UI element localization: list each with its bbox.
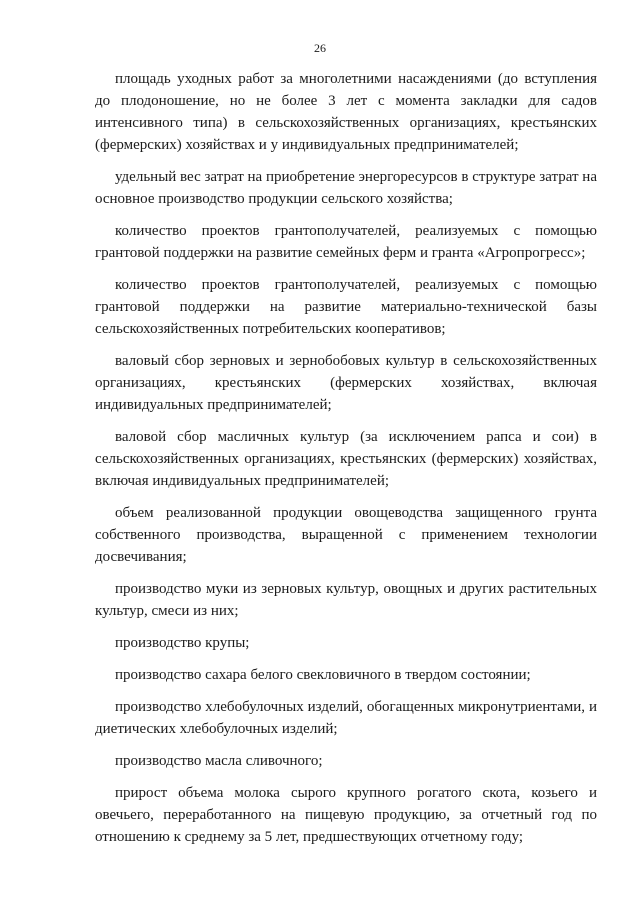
document-body <box>95 68 597 858</box>
paragraph: объем реализованной продукции овощеводства защищенного грунта собственного производства, выращенной с применением технологии досвечивания; <box>95 505 597 565</box>
paragraph: валовый сбор зерновых и зернобобовых культур в сельскохозяйственных организациях, крестьянских (фермерских хозяйствах, включая индивидуальных предпринимателей; <box>95 353 597 413</box>
paragraph: площадь уходных работ за многолетними насаждениями (до вступления до плодоношение, но не более 3 лет с момента закладки для садов интенсивного типа) в сельскохозяйственных организациях, крестьянских (фермерских) хозяйствах и у индивидуальных предпринимателей; <box>95 71 597 153</box>
paragraph: производство крупы; <box>115 635 250 651</box>
paragraph: удельный вес затрат на приобретение энергоресурсов в структуре затрат на основное производство продукции сельского хозяйства; <box>95 169 597 207</box>
paragraph: количество проектов грантополучателей, реализуемых с помощью грантовой поддержки на развитие материально-технической базы сельскохозяйственных потребительских кооперативов; <box>95 277 597 337</box>
paragraph: производство сахара белого свекловичного в твердом состоянии; <box>115 667 531 683</box>
paragraph: производство муки из зерновых культур, овощных и других растительных культур, смеси из них; <box>95 581 597 619</box>
paragraph: производство масла сливочного; <box>115 753 323 769</box>
page-number: 26 <box>314 41 326 55</box>
paragraph: производство хлебобулочных изделий, обогащенных микронутриентами, и диетических хлебобулочных изделий; <box>95 699 597 737</box>
paragraph: прирост объема молока сырого крупного рогатого скота, козьего и овечьего, переработанного на пищевую продукцию, за отчетный год по отношению к среднему за 5 лет, предшествующих отчетному году; <box>95 785 597 845</box>
paragraph: количество проектов грантополучателей, реализуемых с помощью грантовой поддержки на развитие семейных ферм и гранта «Агропрогресс»; <box>95 223 597 261</box>
paragraph: валовой сбор масличных культур (за исключением рапса и сои) в сельскохозяйственных организациях, крестьянских (фермерских) хозяйствах, включая индивидуальных предпринимателей; <box>95 429 597 489</box>
